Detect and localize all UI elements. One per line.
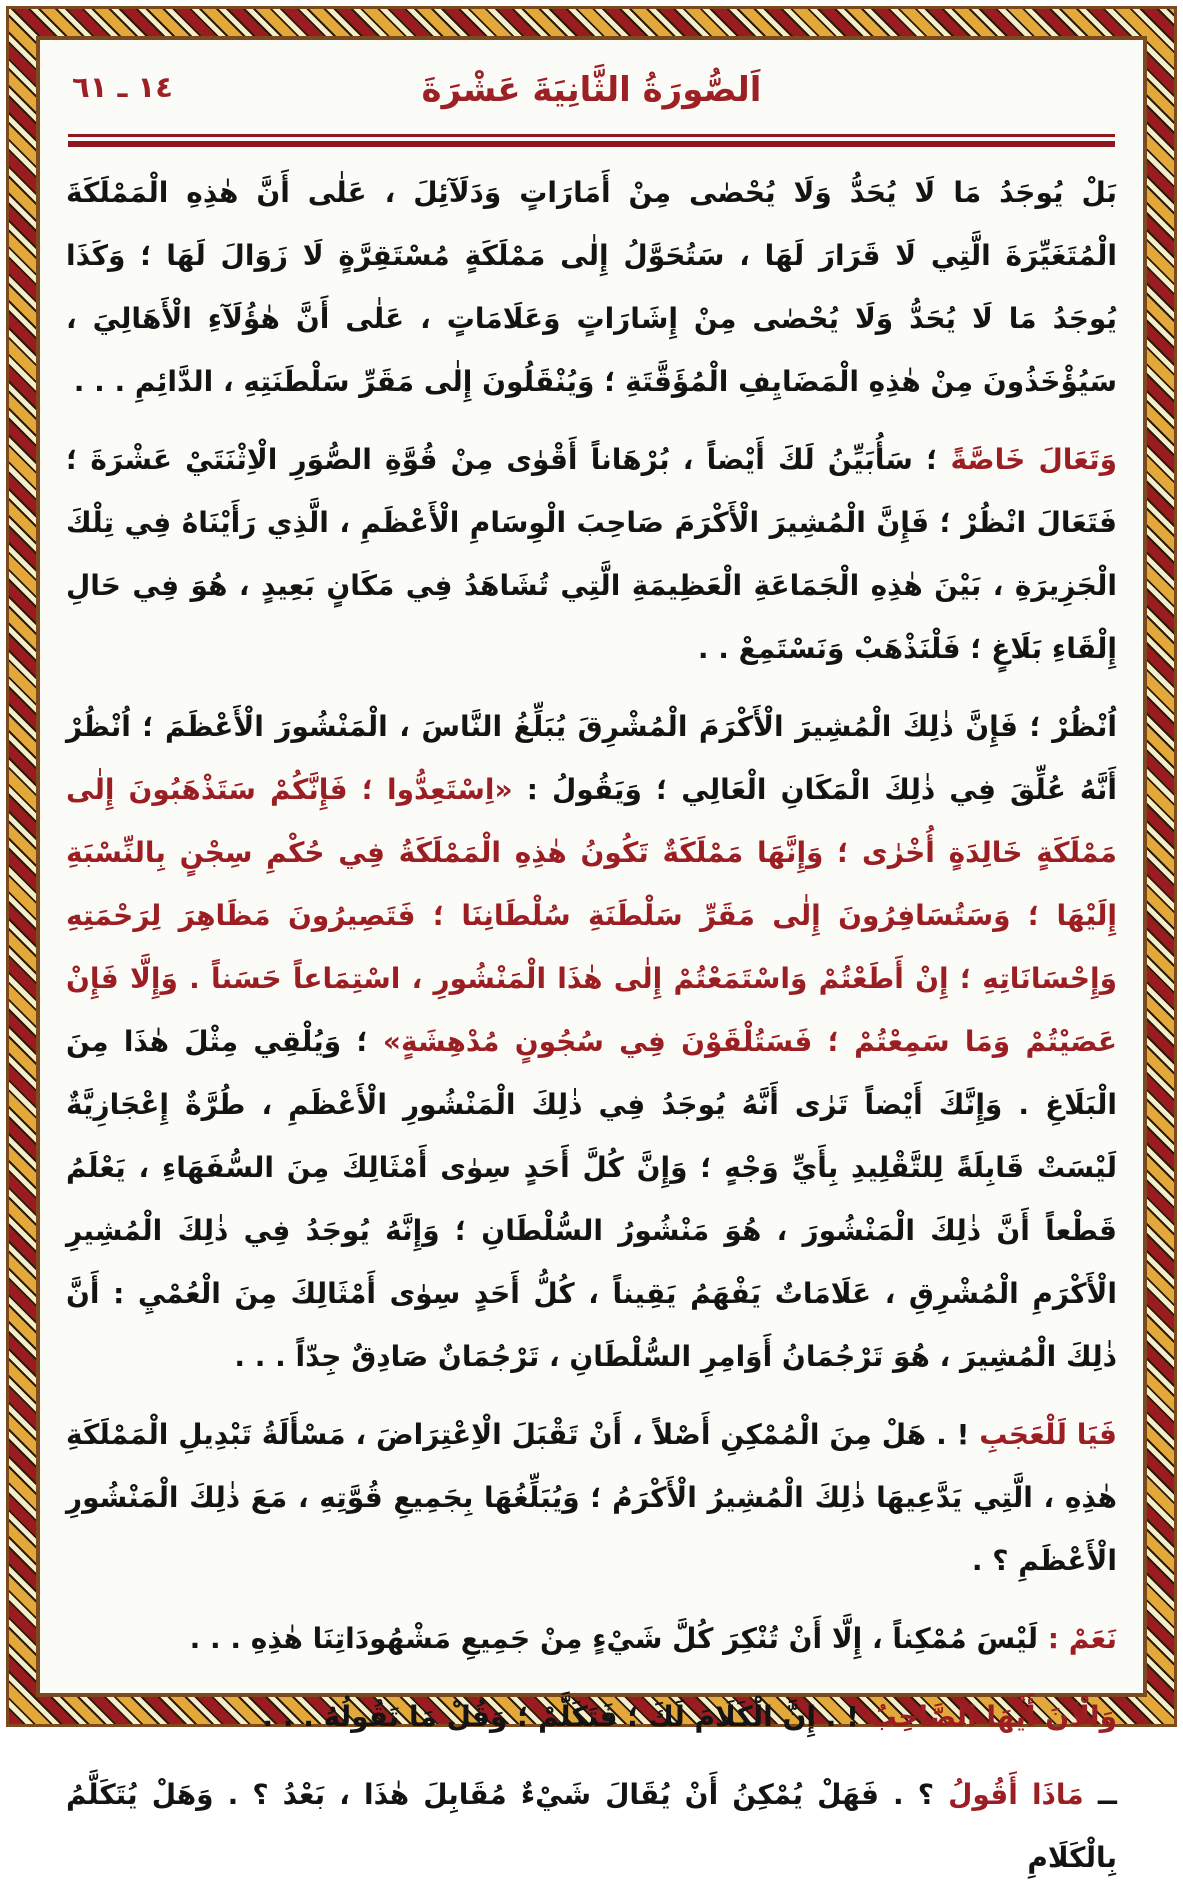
paragraph-text: بَلْ يُوجَدُ مَا لَا يُحَدُّ وَلَا يُحْصٰى مِنْ أَمَارَاتٍ وَدَلَآئِلَ ، عَلٰى أَنَّ هٰذِهِ الْمَمْلَكَةَ الْمُتَغَيِّرَةَ الَّتِي لَا قَرَارَ لَهَا ، سَتُحَوَّلُ إِلٰى مَمْلَكَةٍ مُسْتَقِرَّةٍ لَا زَوَالَ لَهَا ؛ وَكَذَا يُوجَدُ مَا لَا يُحَدُّ وَلَا يُحْصٰى مِنْ إِشَارَاتٍ وَعَلَامَاتٍ ، عَلٰى أَنَّ هٰؤُلَآءِ الْأَهَالِيَ ، سَيُؤْخَذُونَ مِنْ هٰذِهِ الْمَضَايِفِ الْمُؤَقَّتَةِ ؛ وَيُنْقَلُونَ إِلٰى مَقَرِّ سَلْطَنَتِهِ ، الدَّائِمِ . . . xyxy=(66,176,1117,398)
paragraph-what-shall-i-say xyxy=(66,1763,1117,1889)
ornamental-chain-border xyxy=(9,9,1174,1874)
paragraph-text: لَيْسَ مُمْكِناً ، إِلَّا أَنْ تُنْكِرَ كُلَّ شَيْءٍ مِنْ جَمِيعِ مَشْهُودَاتِنَا هٰذِهِ . . . xyxy=(189,1622,1048,1655)
paragraph-text: ؟ . فَهَلْ يُمْكِنُ أَنْ يُقَالَ شَيْءٌ مُقَابِلَ هٰذَا ، بَعْدُ ؟ . وَهَلْ يُتَكَلَّمُ بِالْكَلَامِ xyxy=(66,1778,1117,1874)
body-text xyxy=(66,161,1117,1889)
dialogue-dash: ــ xyxy=(1083,1778,1117,1811)
red-lead-phrase: مَاذَا أَقُولُ xyxy=(948,1778,1084,1811)
paragraph-what-a-wonder xyxy=(66,1403,1117,1592)
page-header xyxy=(66,60,1117,124)
paragraph-text: ؛ سَأُبَيِّنُ لَكَ أَيْضاً ، بُرْهَاناً أَقْوٰى مِنْ قُوَّةِ الصُّوَرِ الْاِثْنَتَيْ عَشْرَةَ ؛ فَتَعَالَ انْظُرْ ؛ فَإِنَّ الْمُشِيرَ الْأَكْرَمَ صَاحِبَ الْوِسَامِ الْأَعْظَمِ ، الَّذِي رَأَيْنَاهُ فِي تِلْكَ الْجَزِيرَةِ ، بَيْنَ هٰذِهِ الْجَمَاعَةِ الْعَظِيمَةِ الَّتِي تُشَاهَدُ فِي مَكَانٍ بَعِيدٍ ، هُوَ فِي حَالِ إِلْقَاءِ بَلَاغٍ ؛ فَلْنَذْهَبْ وَنَسْتَمِعْ . . xyxy=(66,443,1117,665)
red-lead-phrase: وَتَعَالَ خَاصَّةً xyxy=(950,443,1117,476)
page-content-area xyxy=(36,36,1147,1874)
paragraph-yes xyxy=(66,1607,1117,1670)
paragraph-come-especially xyxy=(66,428,1117,680)
paragraph-text: ؛ وَيُلْقِي مِثْلَ هٰذَا مِنَ الْبَلَاغِ . وَإِنَّكَ أَيْضاً تَرٰى أَنَّهُ يُوجَدُ فِي ذٰلِكَ الْمَنْشُورِ الْأَعْظَمِ ، طُرَّةٌ إِعْجَازِيَّةٌ لَيْسَتْ قَابِلَةً لِلتَّقْلِيدِ بِأَيِّ وَجْهٍ ؛ وَإِنَّ كُلَّ أَحَدٍ سِوٰى أَمْثَالِكَ مِنَ السُّفَهَاءِ ، يَعْلَمُ قَطْعاً أَنَّ ذٰلِكَ الْمَنْشُورَ ، هُوَ مَنْشُورُ السُّلْطَانِ ؛ وَإِنَّهُ يُوجَدُ فِي ذٰلِكَ الْمُشِيرِ الْأَكْرَمِ الْمُشْرِقِ ، عَلَامَاتٌ يَفْهَمُ يَقِيناً ، كُلُّ أَحَدٍ سِوٰى أَمْثَالِكَ مِنَ الْعُمْيِ : أَنَّ ذٰلِكَ الْمُشِيرَ ، هُوَ تَرْجُمَانُ أَوَامِرِ السُّلْطَانِ ، تَرْجُمَانٌ صَادِقٌ جِدّاً . . . xyxy=(66,1025,1117,1373)
red-lead-phrase: فَيَا لَلْعَجَبِ xyxy=(979,1418,1118,1451)
paragraph-text: اُنْظُرْ ؛ فَإِنَّ ذٰلِكَ الْمُشِيرَ الْأَكْرَمَ الْمُشْرِقَ يُبَلِّغُ النَّاسَ ، الْمَنْشُورَ الْأَعْظَمَ ؛ اُنْظُرْ أَنَّهُ عُلِّقَ فِي ذٰلِكَ الْمَكَانِ الْعَالِي ؛ وَيَقُولُ : xyxy=(66,710,1118,806)
page-number-marker: ١٤ ـ ٦١ xyxy=(72,70,173,104)
paragraph-text: ! . إِنَّ الْكَلَامَ لَكَ ؛ فَتَكَلَّمْ ؛ وَقُلْ مَا تَقُولُهُ . . . xyxy=(262,1700,869,1733)
red-lead-phrase: نَعَمْ : xyxy=(1047,1622,1117,1655)
ornamental-border-outer-line xyxy=(6,6,1177,1874)
red-lead-phrase: وَالْآنَ أَيُّهَا الصَّاحِبُ xyxy=(868,1700,1117,1733)
paragraph-now-o-friend xyxy=(66,1685,1117,1748)
paragraph-evidences xyxy=(66,161,1117,413)
paragraph-text: ! . هَلْ مِنَ الْمُمْكِنِ أَصْلاً ، أَنْ تَقْبَلَ الْاِعْتِرَاضَ ، مَسْأَلَةُ تَبْدِيلِ الْمَمْلَكَةِ هٰذِهِ ، الَّتِي يَدَّعِيهَا ذٰلِكَ الْمُشِيرُ الْأَكْرَمُ ؛ وَيُبَلِّغُهَا بِجَمِيعِ قُوَّتِهِ ، مَعَ ذٰلِكَ الْمَنْشُورِ الْأَعْظَمِ ؟ . xyxy=(66,1418,1117,1577)
paragraph-proclamation xyxy=(66,695,1117,1388)
red-quotation: «اِسْتَعِدُّوا ؛ فَإِنَّكُمْ سَتَذْهَبُونَ إِلٰى مَمْلَكَةٍ خَالِدَةٍ أُخْرٰى ؛ وَإِنَّهَا مَمْلَكَةٌ تَكُونُ هٰذِهِ الْمَمْلَكَةُ فِي حُكْمِ سِجْنٍ بِالنِّسْبَةِ إِلَيْهَا ؛ وَسَتُسَافِرُونَ إِلٰى مَقَرِّ سَلْطَنَةِ سُلْطَانِنَا ؛ فَتَصِيرُونَ مَظَاهِرَ لِرَحْمَتِهِ وَإِحْسَانَاتِهِ ؛ إِنْ أَطَعْتُمْ وَاسْتَمَعْتُمْ إِلٰى هٰذَا الْمَنْشُورِ ، اسْتِمَاعاً حَسَناً . وَإِلَّا فَإِنْ عَصَيْتُمْ وَمَا سَمِعْتُمْ ؛ فَسَتُلْقَوْنَ فِي سُجُونٍ مُدْهِشَةٍ» xyxy=(66,773,1117,1058)
header-divider-rule xyxy=(68,134,1115,147)
page-title: اَلصُّورَةُ الثَّانِيَةَ عَشْرَةَ xyxy=(421,70,762,110)
